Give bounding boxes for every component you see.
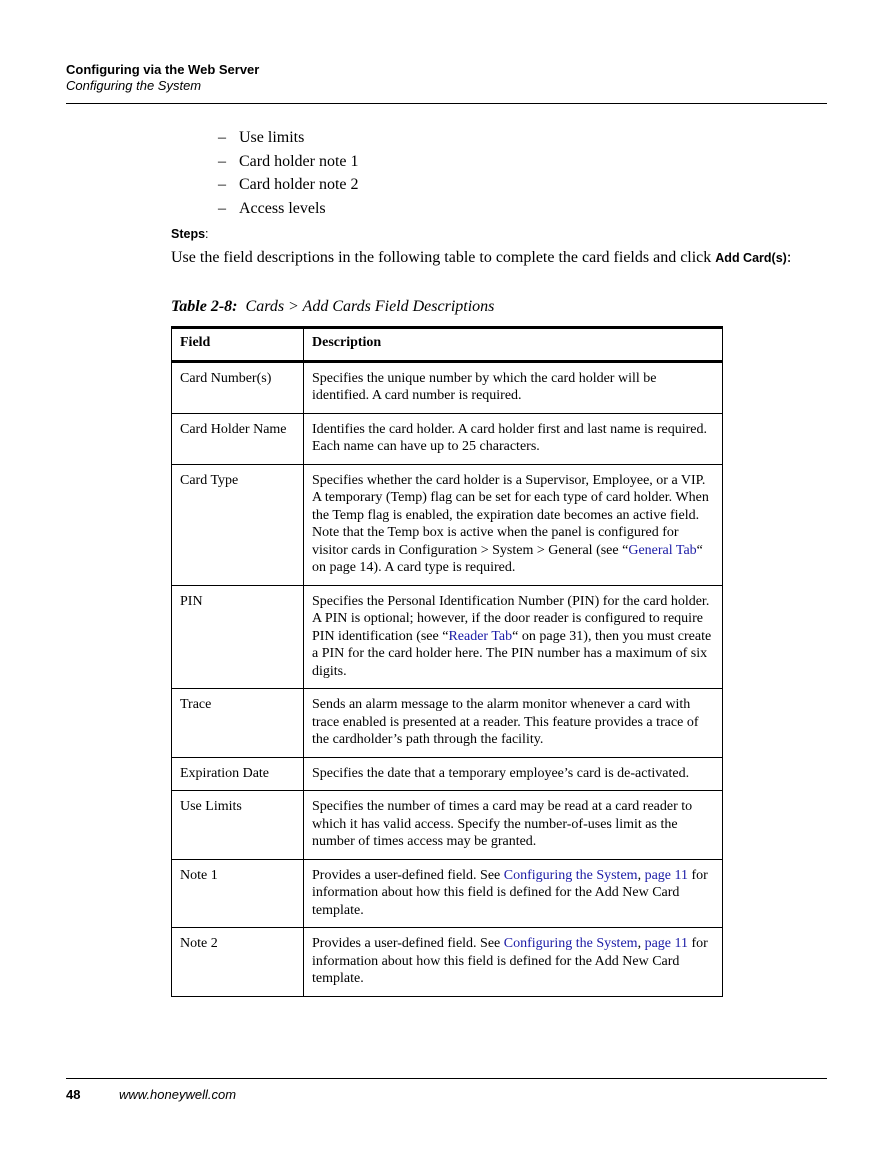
description-text: Specifies whether the card holder is a Supervisor, Employee, or a VIP. A temporary (Temp) flag can be set for each type of card holder. When the Temp flag is enabled, the expiration date becomes an active field. Note that the Temp box is active when the panel is configured for visitor cards in Configuration > System > General (see “ bbox=[312, 472, 709, 558]
description-cell: Identifies the card holder. A card holder first and last name is required. Each name can have up to 25 characters. bbox=[304, 413, 723, 464]
field-descriptions-table bbox=[171, 326, 723, 997]
list-item bbox=[218, 173, 359, 197]
header-description: Description bbox=[304, 328, 723, 362]
table-row bbox=[172, 859, 723, 928]
field-cell: Card Holder Name bbox=[172, 413, 304, 464]
steps-heading bbox=[171, 227, 209, 241]
table-caption bbox=[171, 298, 494, 316]
list-item-text: Access levels bbox=[239, 199, 326, 217]
configuring-system-link[interactable]: Configuring the System bbox=[503, 936, 638, 951]
bullet-dash: – bbox=[218, 152, 226, 170]
field-cell: PIN bbox=[172, 585, 304, 689]
intro-paragraph bbox=[171, 249, 791, 267]
table-header-row bbox=[172, 328, 723, 362]
intro-text: Use the field descriptions in the following table to complete the card fields and click bbox=[171, 249, 716, 266]
bullet-list bbox=[218, 126, 359, 220]
description-text: for information about how this field is defined for the Add New Card template. bbox=[312, 936, 708, 986]
description-text: “ on page 31), then you must create a PIN for the card holder here. The PIN number has a maximum of six digits. bbox=[312, 628, 712, 679]
reader-tab-link[interactable]: Reader Tab bbox=[448, 628, 513, 644]
description-cell bbox=[304, 928, 723, 997]
field-cell: Card Number(s) bbox=[172, 361, 304, 413]
steps-label: Steps bbox=[171, 227, 206, 241]
table-row bbox=[172, 791, 723, 860]
page-number: 48 bbox=[66, 1087, 81, 1102]
description-cell bbox=[304, 859, 723, 928]
list-item bbox=[218, 197, 359, 221]
field-cell: Use Limits bbox=[172, 791, 304, 860]
description-text: Provides a user-defined field. See bbox=[312, 936, 504, 951]
link-separator: , bbox=[637, 867, 645, 883]
list-item-text: Card holder note 1 bbox=[239, 152, 359, 170]
field-cell: Trace bbox=[172, 689, 304, 758]
steps-colon: : bbox=[205, 227, 209, 241]
intro-end: : bbox=[786, 249, 792, 266]
page-11-link[interactable]: page 11 bbox=[644, 867, 688, 883]
running-header bbox=[66, 62, 827, 94]
bullet-dash: – bbox=[218, 129, 226, 146]
footer-rule bbox=[66, 1078, 827, 1079]
description-cell: Specifies the date that a temporary employee’s card is de-activated. bbox=[304, 757, 723, 791]
header-subtitle: Configuring the System bbox=[66, 78, 202, 93]
field-cell: Note 1 bbox=[172, 859, 304, 928]
table-row bbox=[172, 413, 723, 464]
field-cell: Card Type bbox=[172, 464, 304, 585]
bullet-dash: – bbox=[218, 176, 226, 193]
list-item-text: Card holder note 2 bbox=[239, 176, 359, 193]
description-text: Specifies the Personal Identification Number (PIN) for the card holder. A PIN is optional; however, if the door reader is configured to require PIN identification (see “ bbox=[312, 593, 710, 644]
footer-url[interactable]: www.honeywell.com bbox=[119, 1087, 237, 1102]
list-item bbox=[218, 150, 359, 174]
page-footer bbox=[66, 1087, 236, 1102]
table-row bbox=[172, 361, 723, 413]
list-item-text: Use limits bbox=[239, 129, 305, 146]
bullet-dash: – bbox=[218, 199, 226, 217]
description-cell: Specifies the unique number by which the card holder will be identified. A card number is required. bbox=[304, 361, 723, 413]
add-cards-reference: Add Card(s) bbox=[715, 251, 787, 265]
caption-title: Cards > Add Cards Field Descriptions bbox=[245, 298, 495, 315]
field-cell: Note 2 bbox=[172, 928, 304, 997]
link-separator: , bbox=[637, 936, 645, 951]
configuring-system-link[interactable]: Configuring the System bbox=[503, 867, 638, 883]
description-cell bbox=[304, 585, 723, 689]
general-tab-link[interactable]: General Tab bbox=[628, 542, 697, 558]
table-row bbox=[172, 757, 723, 791]
table-row bbox=[172, 689, 723, 758]
description-text: “ on page 14). A card type is required. bbox=[312, 542, 703, 575]
table-row bbox=[172, 585, 723, 689]
header-rule bbox=[66, 103, 827, 104]
page-11-link[interactable]: page 11 bbox=[644, 936, 688, 951]
table-row bbox=[172, 928, 723, 997]
header-title: Configuring via the Web Server bbox=[66, 62, 260, 77]
description-text: Provides a user-defined field. See bbox=[312, 867, 504, 883]
header-field: Field bbox=[172, 328, 304, 362]
table-row bbox=[172, 464, 723, 585]
description-cell bbox=[304, 464, 723, 585]
description-text: for information about how this field is defined for the Add New Card template. bbox=[312, 867, 708, 918]
list-item bbox=[218, 126, 359, 150]
description-cell: Sends an alarm message to the alarm monitor whenever a card with trace enabled is presented at a reader. This feature provides a trace of the cardholder’s path through the facility. bbox=[304, 689, 723, 758]
caption-number: Table 2-8: bbox=[171, 298, 238, 315]
description-cell: Specifies the number of times a card may be read at a card reader to which it has valid access. Specify the number-of-uses limit as the number of times access may be granted. bbox=[304, 791, 723, 860]
field-cell: Expiration Date bbox=[172, 757, 304, 791]
